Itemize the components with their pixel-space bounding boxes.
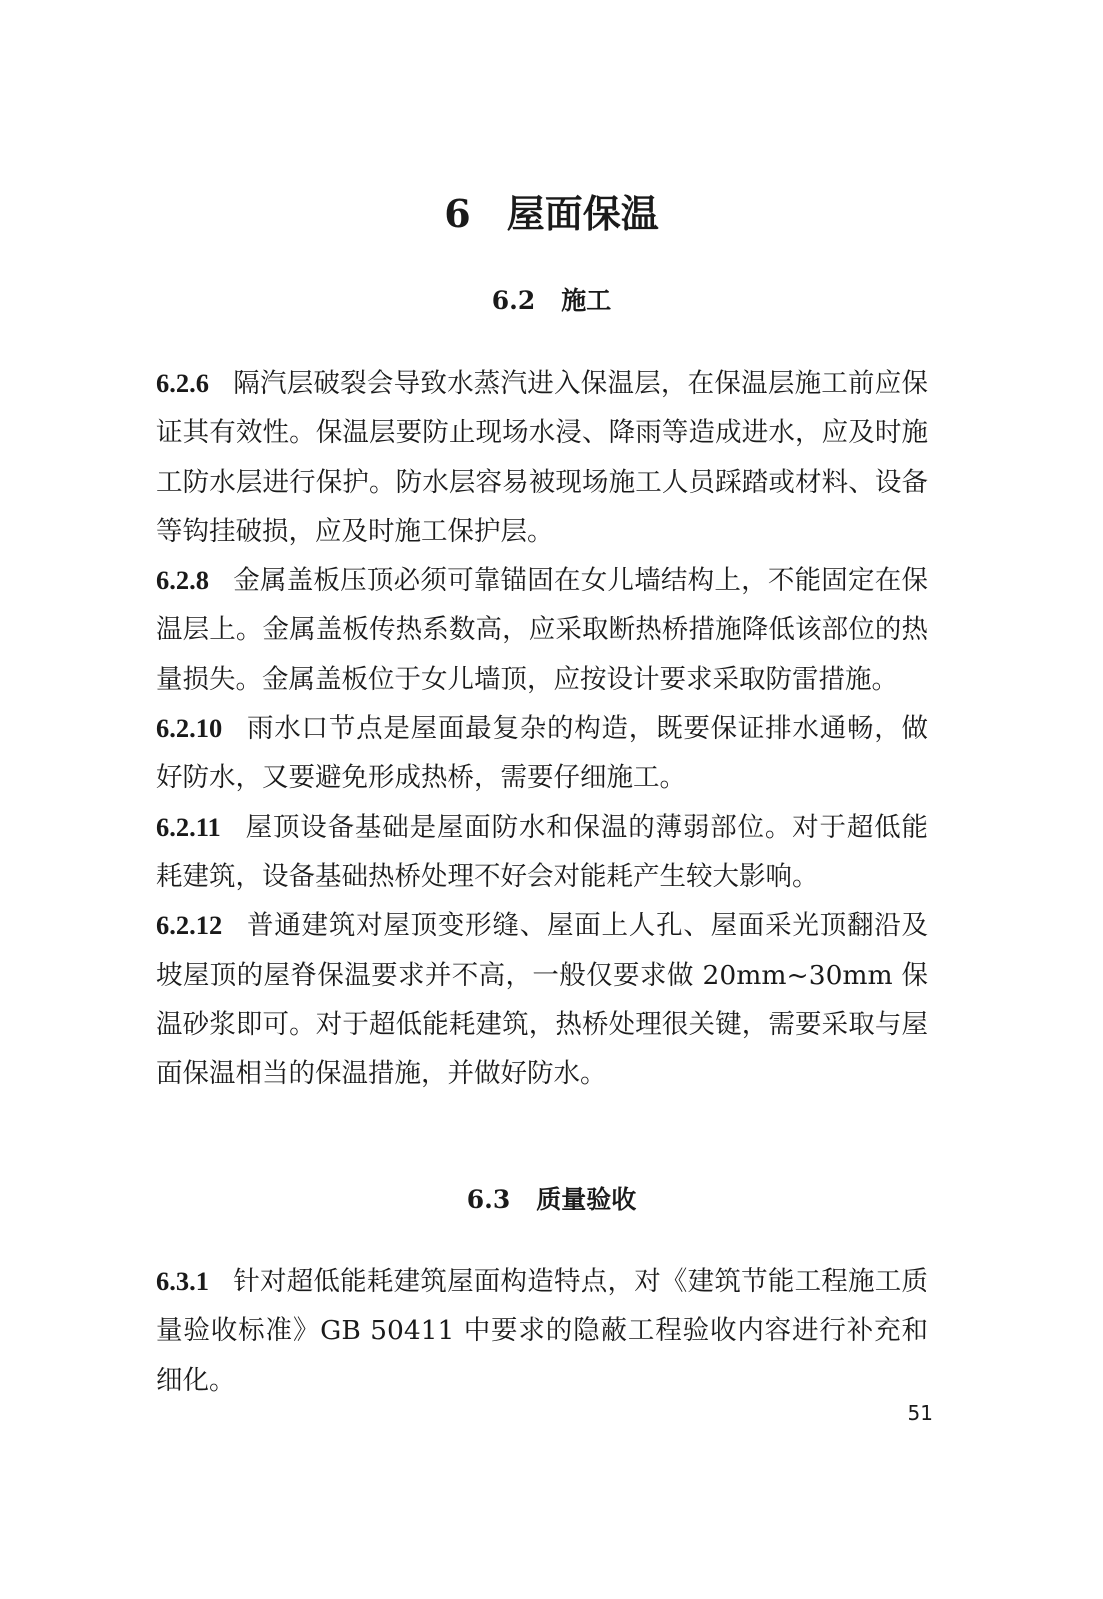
- clause-text: 金属盖板压顶必须可靠锚固在女儿墙结构上，不能固定在保温层上。金属盖板传热系数高，应采取断热桥措施降低该部位的热量损失。金属盖板位于女儿墙顶，应按设计要求采取防雷措施。: [156, 565, 928, 695]
- clause-number: 6.2.12: [156, 910, 223, 941]
- clause-text: 屋顶设备基础是屋面防水和保温的薄弱部位。对于超低能耗建筑，设备基础热桥处理不好会对能耗产生较大影响。: [156, 811, 928, 892]
- clause-6-2-8: [156, 556, 928, 704]
- clause-6-2-6: [156, 359, 928, 556]
- section-title-text: 质量验收: [536, 1185, 637, 1214]
- clause-6-2-10: [156, 704, 928, 803]
- clause-6-3-1: [156, 1257, 928, 1405]
- clause-text: 普通建筑对屋顶变形缝、屋面上人孔、屋面采光顶翻沿及坡屋顶的屋脊保温要求并不高，一般仅要求做 20mm~30mm 保温砂浆即可。对于超低能耗建筑，热桥处理很关键，需要采取与屋面保温相当的保温措施，并做好防水。: [156, 910, 928, 1090]
- clause-6-2-12: [156, 901, 928, 1098]
- section-6-2-clauses: [156, 359, 928, 1098]
- section-title-6-2: [0, 283, 1103, 319]
- section-6-3-clauses: [156, 1257, 928, 1405]
- clause-number: 6.2.11: [156, 811, 221, 842]
- clause-text: 隔汽层破裂会导致水蒸汽进入保温层，在保温层施工前应保证其有效性。保温层要防止现场水浸、降雨等造成进水，应及时施工防水层进行保护。防水层容易被现场施工人员踩踏或材料、设备等钩挂破损，应及时施工保护层。: [156, 368, 928, 547]
- clause-number: 6.2.10: [156, 713, 223, 744]
- section-number: 6.2: [491, 286, 536, 315]
- chapter-number: 6: [444, 191, 471, 236]
- section-title-text: 施工: [561, 286, 612, 315]
- clause-text: 雨水口节点是屋面最复杂的构造，既要保证排水通畅，做好防水，又要避免形成热桥，需要仔细施工。: [156, 713, 928, 794]
- page-number: 51: [907, 1401, 933, 1425]
- clause-text: 针对超低能耗建筑屋面构造特点，对《建筑节能工程施工质量验收标准》GB 50411 中要求的隐蔽工程验收内容进行补充和细化。: [156, 1266, 928, 1396]
- clause-number: 6.3.1: [156, 1266, 209, 1296]
- chapter-title: [0, 188, 1103, 240]
- clause-6-2-11: [156, 803, 928, 902]
- clause-number: 6.2.6: [156, 368, 209, 398]
- section-number: 6.3: [466, 1185, 511, 1214]
- clause-number: 6.2.8: [156, 565, 209, 596]
- section-title-6-3: [0, 1182, 1103, 1218]
- chapter-title-text: 屋面保温: [506, 191, 659, 236]
